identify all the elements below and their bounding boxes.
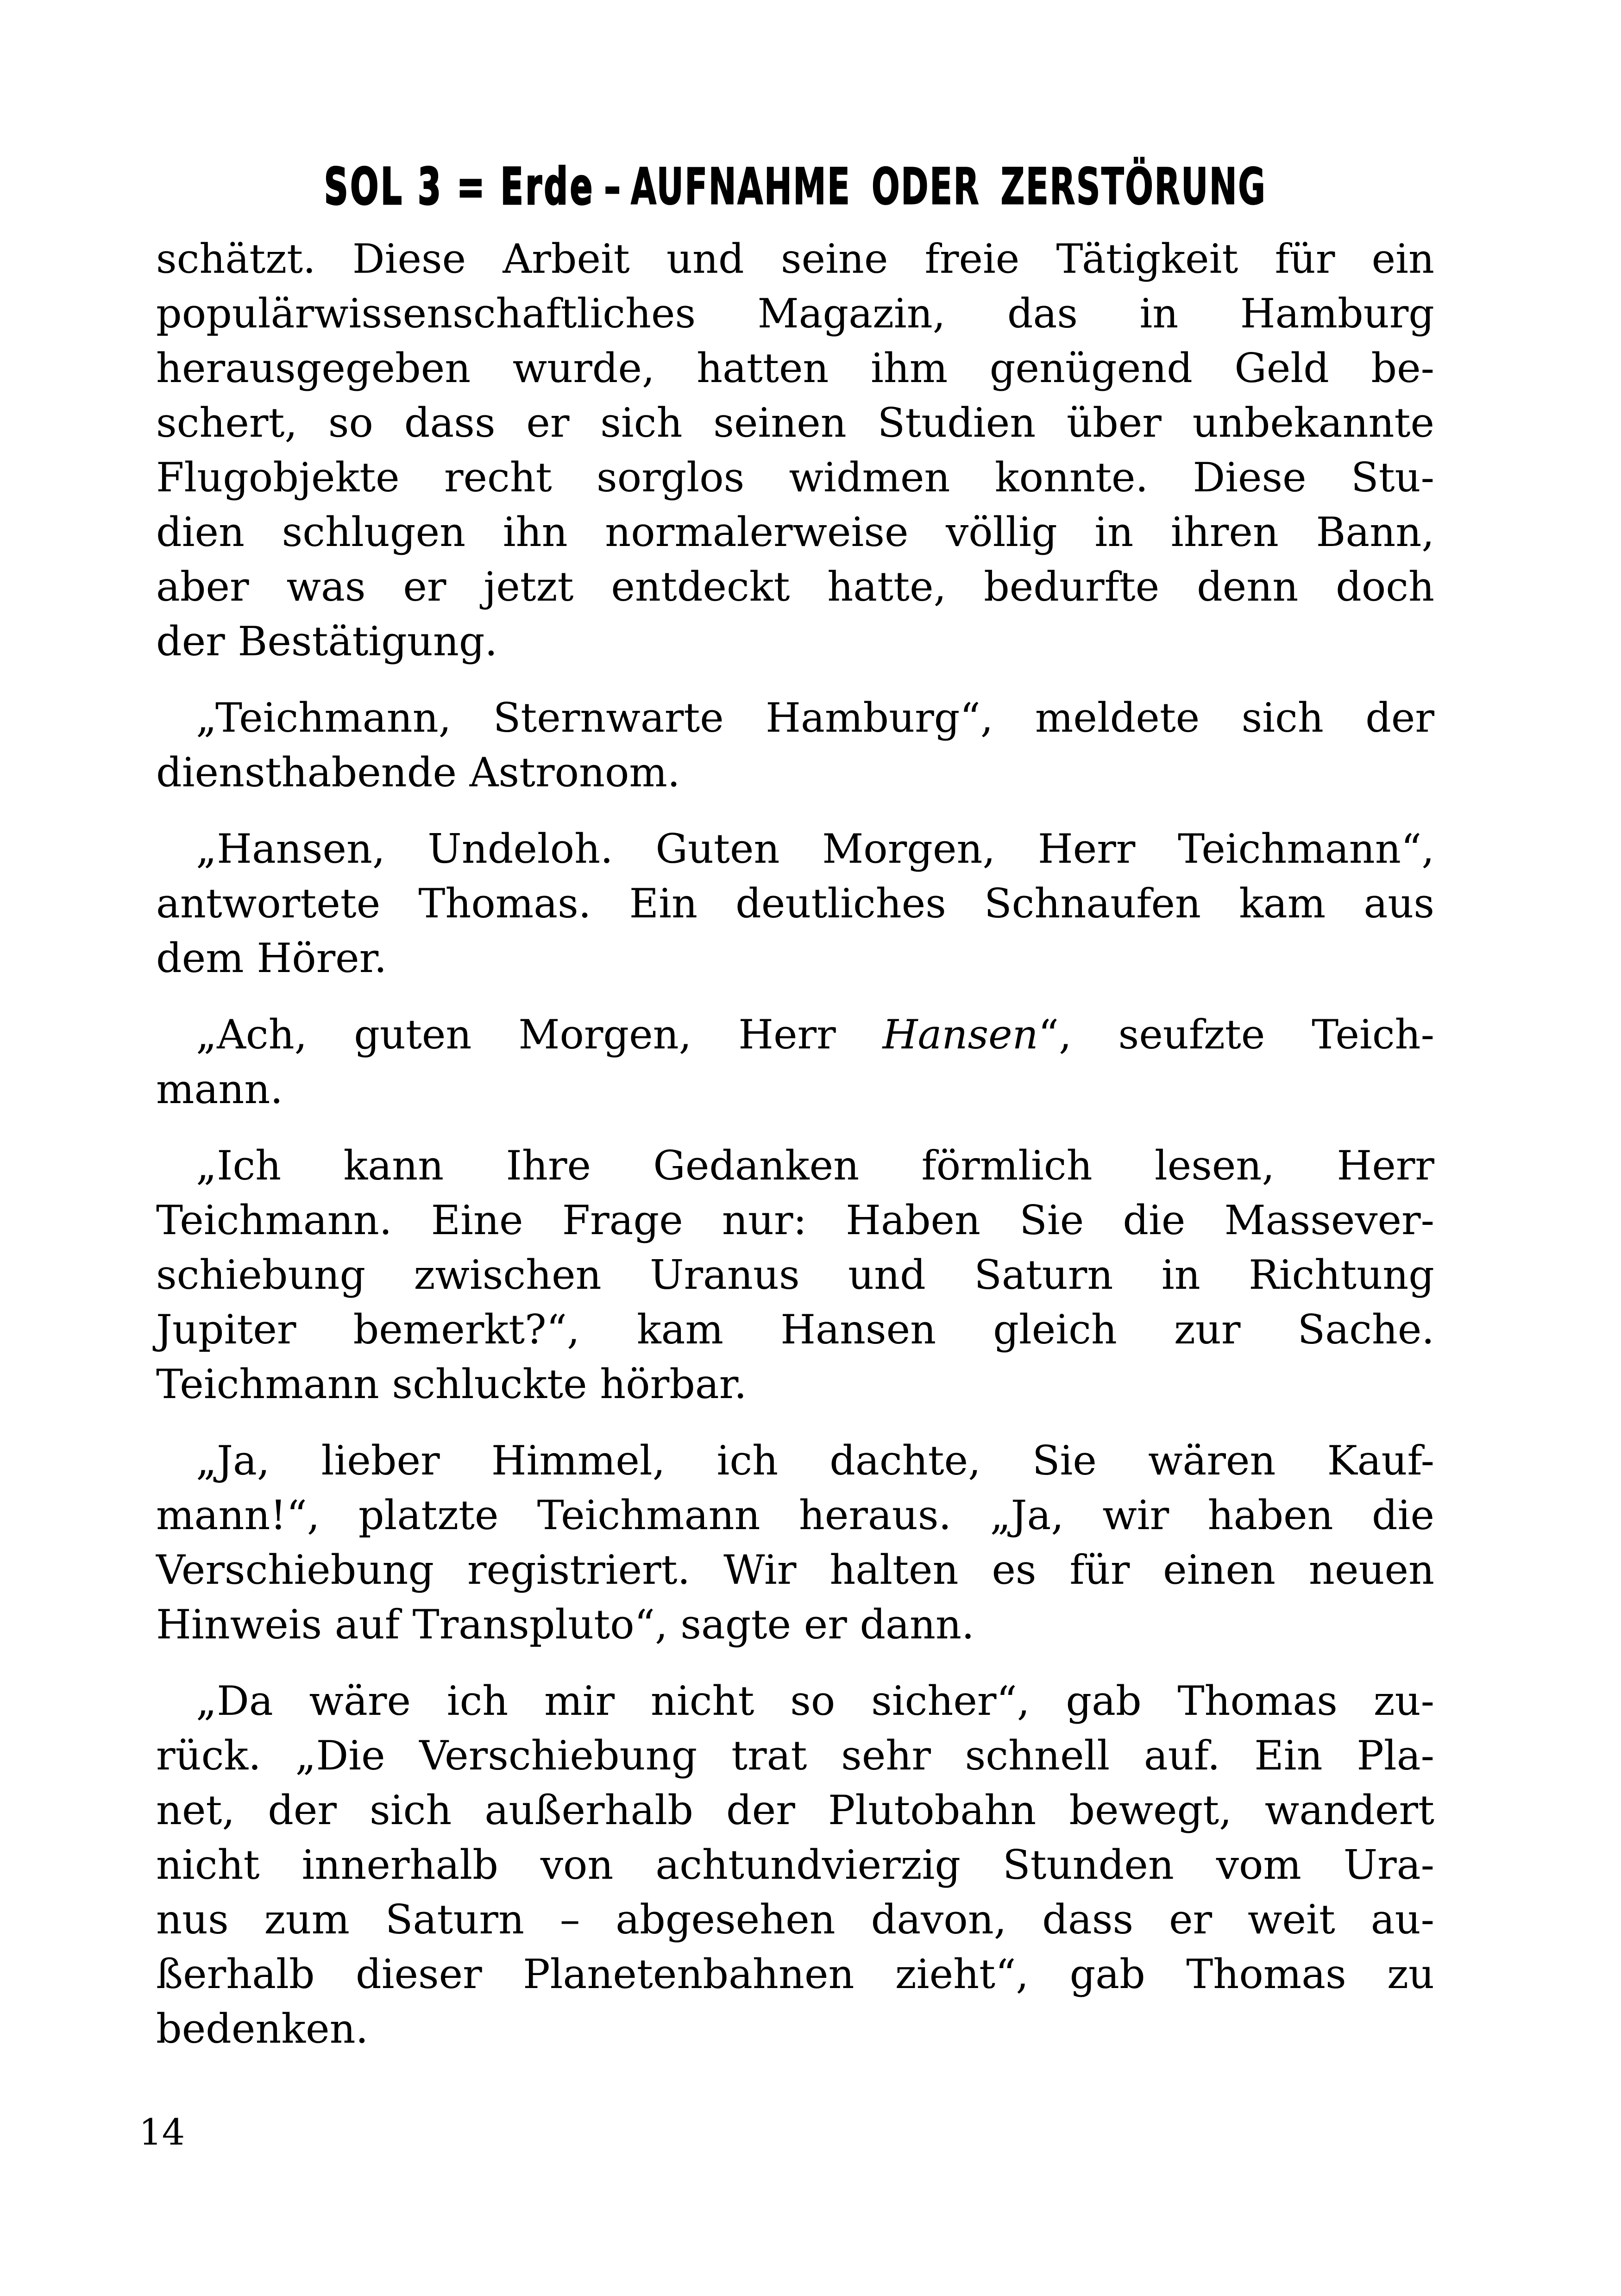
italic-text: Hansen — [882, 1011, 1038, 1058]
text-line — [156, 1193, 1434, 1248]
text-segment: rück. „Die Verschiebung trat sehr schnell auf. Ein Pla- — [156, 1732, 1434, 1779]
text-line — [156, 1488, 1434, 1543]
text-segment: herausgegeben wurde, hatten ihm genügend Geld be- — [156, 345, 1434, 392]
text-segment: aber was er jetzt entdeckt hatte, bedurfte denn doch — [156, 563, 1434, 610]
text-line — [156, 614, 1434, 669]
text-segment: antwortete Thomas. Ein deutliches Schnaufen kam aus — [156, 880, 1434, 927]
text-line — [156, 559, 1434, 614]
text-segment: “, seufzte Teich- — [1038, 1011, 1434, 1058]
text-segment: Teichmann. Eine Frage nur: Haben Sie die Massever- — [156, 1197, 1434, 1244]
text-segment: Flugobjekte recht sorglos widmen konnte. Diese Stu- — [156, 454, 1434, 501]
text-line — [156, 1783, 1434, 1838]
text-line — [156, 745, 1434, 800]
body-text — [156, 232, 1434, 2056]
paragraph — [156, 1433, 1434, 1652]
header-title-right: AUFNAHME ODER ZERSTÖRUNG — [630, 157, 1267, 216]
text-line — [156, 1674, 1434, 1728]
text-line — [156, 2001, 1434, 2056]
text-line — [156, 1357, 1434, 1411]
text-line — [156, 450, 1434, 505]
text-line — [156, 505, 1434, 559]
text-line — [156, 395, 1434, 450]
text-segment: net, der sich außerhalb der Plutobahn bewegt, wandert — [156, 1787, 1434, 1834]
text-line — [156, 822, 1434, 876]
text-line — [156, 1302, 1434, 1357]
text-line — [156, 1543, 1434, 1597]
paragraph — [156, 822, 1434, 985]
text-segment: „Ja, lieber Himmel, ich dachte, Sie wären Kauf- — [196, 1437, 1434, 1484]
text-segment: mann. — [156, 1066, 283, 1113]
text-line — [156, 286, 1434, 341]
text-line — [156, 1062, 1434, 1117]
running-header — [156, 157, 1434, 216]
page-number: 14 — [139, 2112, 185, 2153]
text-segment: „Da wäre ich mir nicht so sicher“, gab Thomas zu- — [196, 1677, 1434, 1725]
text-line — [156, 1138, 1434, 1193]
text-line — [156, 1838, 1434, 1892]
text-line — [156, 232, 1434, 286]
text-segment: dien schlugen ihn normalerweise völlig in ihren Bann, — [156, 508, 1434, 556]
text-line — [156, 876, 1434, 931]
text-segment: schätzt. Diese Arbeit und seine freie Tätigkeit für ein — [156, 235, 1434, 282]
paragraph — [156, 690, 1434, 800]
text-line — [156, 1728, 1434, 1783]
paragraph — [156, 232, 1434, 669]
header-separator: – — [604, 157, 622, 216]
text-segment: mann!“, platzte Teichmann heraus. „Ja, wir haben die — [156, 1492, 1434, 1539]
text-segment: Jupiter bemerkt?“, kam Hansen gleich zur Sache. — [156, 1306, 1434, 1353]
text-line — [156, 1433, 1434, 1488]
text-segment: nus zum Saturn – abgesehen davon, dass er weit au- — [156, 1896, 1434, 1943]
paragraph — [156, 1674, 1434, 2056]
text-segment: Hinweis auf Transpluto“, sagte er dann. — [156, 1601, 974, 1648]
text-segment: schert, so dass er sich seinen Studien über unbekannte — [156, 399, 1434, 446]
text-line — [156, 1248, 1434, 1302]
text-line — [156, 1947, 1434, 2001]
header-title — [324, 157, 1266, 216]
header-title-left: SOL 3 = Erde — [324, 157, 595, 216]
text-segment: „Ach, guten Morgen, Herr — [196, 1011, 883, 1058]
text-segment: Verschiebung registriert. Wir halten es für einen neuen — [156, 1546, 1434, 1593]
text-segment: bedenken. — [156, 2005, 369, 2052]
text-segment: schiebung zwischen Uranus und Saturn in Richtung — [156, 1251, 1434, 1299]
text-segment: ßerhalb dieser Planetenbahnen zieht“, gab Thomas zu — [156, 1951, 1434, 1998]
text-segment: dem Hörer. — [156, 935, 387, 982]
text-line — [156, 690, 1434, 745]
text-segment: „Teichmann, Sternwarte Hamburg“, meldete sich der — [196, 694, 1434, 741]
text-segment: populärwissenschaftliches Magazin, das in Hamburg — [156, 290, 1434, 337]
text-segment: nicht innerhalb von achtundvierzig Stunden vom Ura- — [156, 1841, 1434, 1888]
text-line — [156, 1892, 1434, 1947]
text-line — [156, 1597, 1434, 1652]
text-line — [156, 341, 1434, 395]
paragraph — [156, 1138, 1434, 1411]
paragraph — [156, 1007, 1434, 1117]
text-line — [156, 1007, 1434, 1062]
text-line — [156, 931, 1434, 985]
text-segment: der Bestätigung. — [156, 618, 498, 665]
text-segment: Teichmann schluckte hörbar. — [156, 1361, 747, 1408]
text-segment: „Hansen, Undeloh. Guten Morgen, Herr Teichmann“, — [196, 825, 1434, 872]
text-segment: „Ich kann Ihre Gedanken förmlich lesen, Herr — [196, 1142, 1434, 1189]
text-segment: diensthabende Astronom. — [156, 749, 680, 796]
